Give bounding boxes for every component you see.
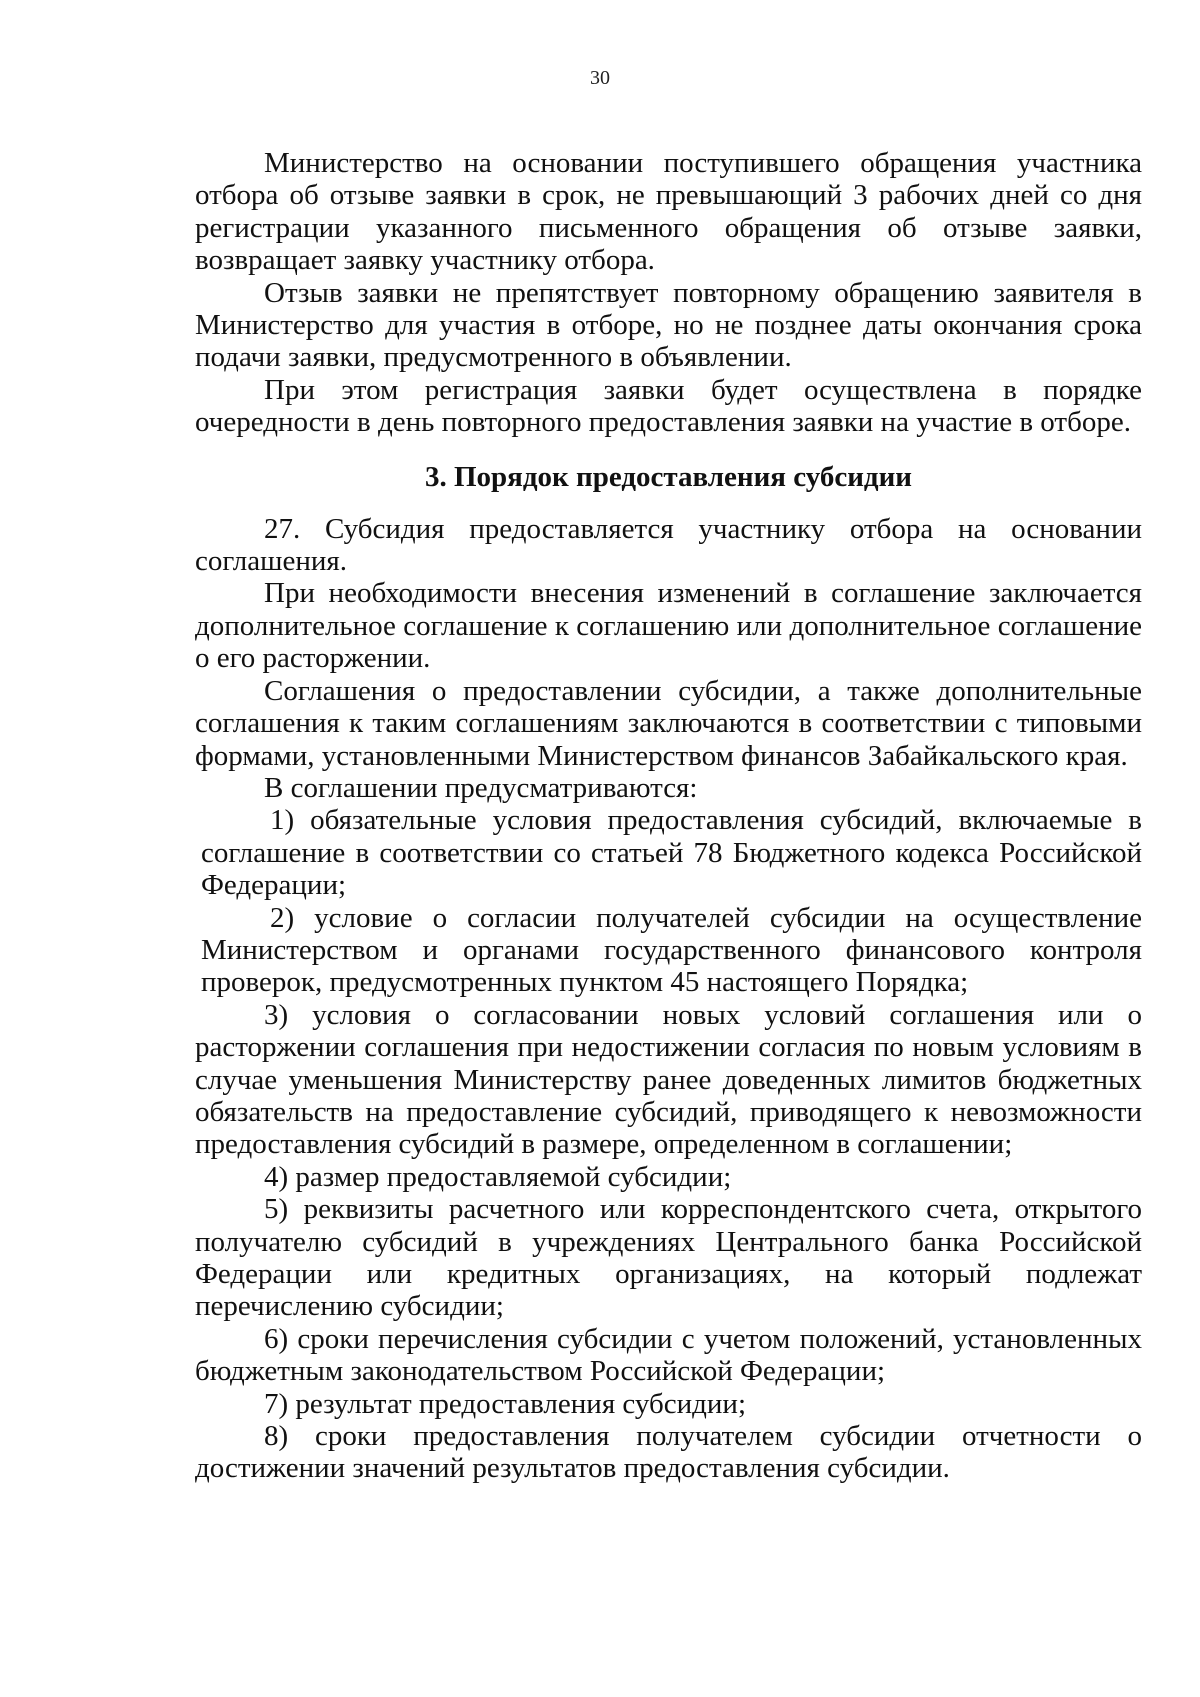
list-item: 3) условия о согласовании новых условий соглашения или о расторжении соглашения при недостижении согласия по новым условиям в случае уменьшения Министерству ранее доведенных лимитов бюджетных обязательств на предоставление субсидий, приводящего к невозможности предоставления субсидий в размере, определенном в соглашении; bbox=[195, 998, 1142, 1161]
page-number: 30 bbox=[590, 67, 610, 89]
list-item: 2) условие о согласии получателей субсидии на осуществление Министерством и органами государственного финансового контроля проверок, предусмотренных пунктом 45 настоящего Порядка; bbox=[201, 901, 1142, 999]
list-item: 5) реквизиты расчетного или корреспондентского счета, открытого получателю субсидий в учреждениях Центрального банка Российской Федерации или кредитных организациях, на который подлежат перечислению субсидии; bbox=[195, 1193, 1142, 1323]
paragraph-amendments: При необходимости внесения изменений в соглашение заключается дополнительное соглашение к соглашению или дополнительное соглашение о его расторжении. bbox=[195, 577, 1142, 675]
paragraph-standard-forms: Соглашения о предоставлении субсидии, а также дополнительные соглашения к таким соглашениям заключаются в соответствии с типовыми формами, установленными Министерством финансов Забайкальского края. bbox=[195, 674, 1142, 772]
paragraph-item-27: 27. Субсидия предоставляется участнику отбора на основании соглашения. bbox=[195, 512, 1142, 578]
paragraph-agreement-provisions: В соглашении предусматриваются: bbox=[264, 771, 698, 804]
list-item: 6) сроки перечисления субсидии с учетом положений, установленных бюджетным законодательством Российской Федерации; bbox=[195, 1322, 1142, 1388]
section-heading: 3. Порядок предоставления субсидии bbox=[424, 460, 913, 493]
list-item: 4) размер предоставляемой субсидии; bbox=[264, 1160, 732, 1193]
paragraph-withdrawal-return: Министерство на основании поступившего обращения участника отбора об отзыве заявки в срок, не превышающий 3 рабочих дней со дня регистрации указанного письменного обращения об отзыве заявки, возвращает заявку участнику отбора. bbox=[195, 147, 1142, 277]
list-item: 8) сроки предоставления получателем субсидии отчетности о достижении значений результатов предоставления субсидии. bbox=[195, 1420, 1142, 1485]
list-item: 1) обязательные условия предоставления субсидий, включаемые в соглашение в соответствии со статьей 78 Бюджетного кодекса Российской Федерации; bbox=[201, 804, 1142, 902]
paragraph-registration-order: При этом регистрация заявки будет осуществлена в порядке очередности в день повторного предоставления заявки на участие в отборе. bbox=[195, 373, 1142, 439]
list-item: 7) результат предоставления субсидии; bbox=[264, 1387, 747, 1420]
paragraph-withdrawal-reapply: Отзыв заявки не препятствует повторному обращению заявителя в Министерство для участия в отборе, но не позднее даты окончания срока подачи заявки, предусмотренного в объявлении. bbox=[195, 276, 1142, 374]
document-body bbox=[195, 147, 1142, 1485]
